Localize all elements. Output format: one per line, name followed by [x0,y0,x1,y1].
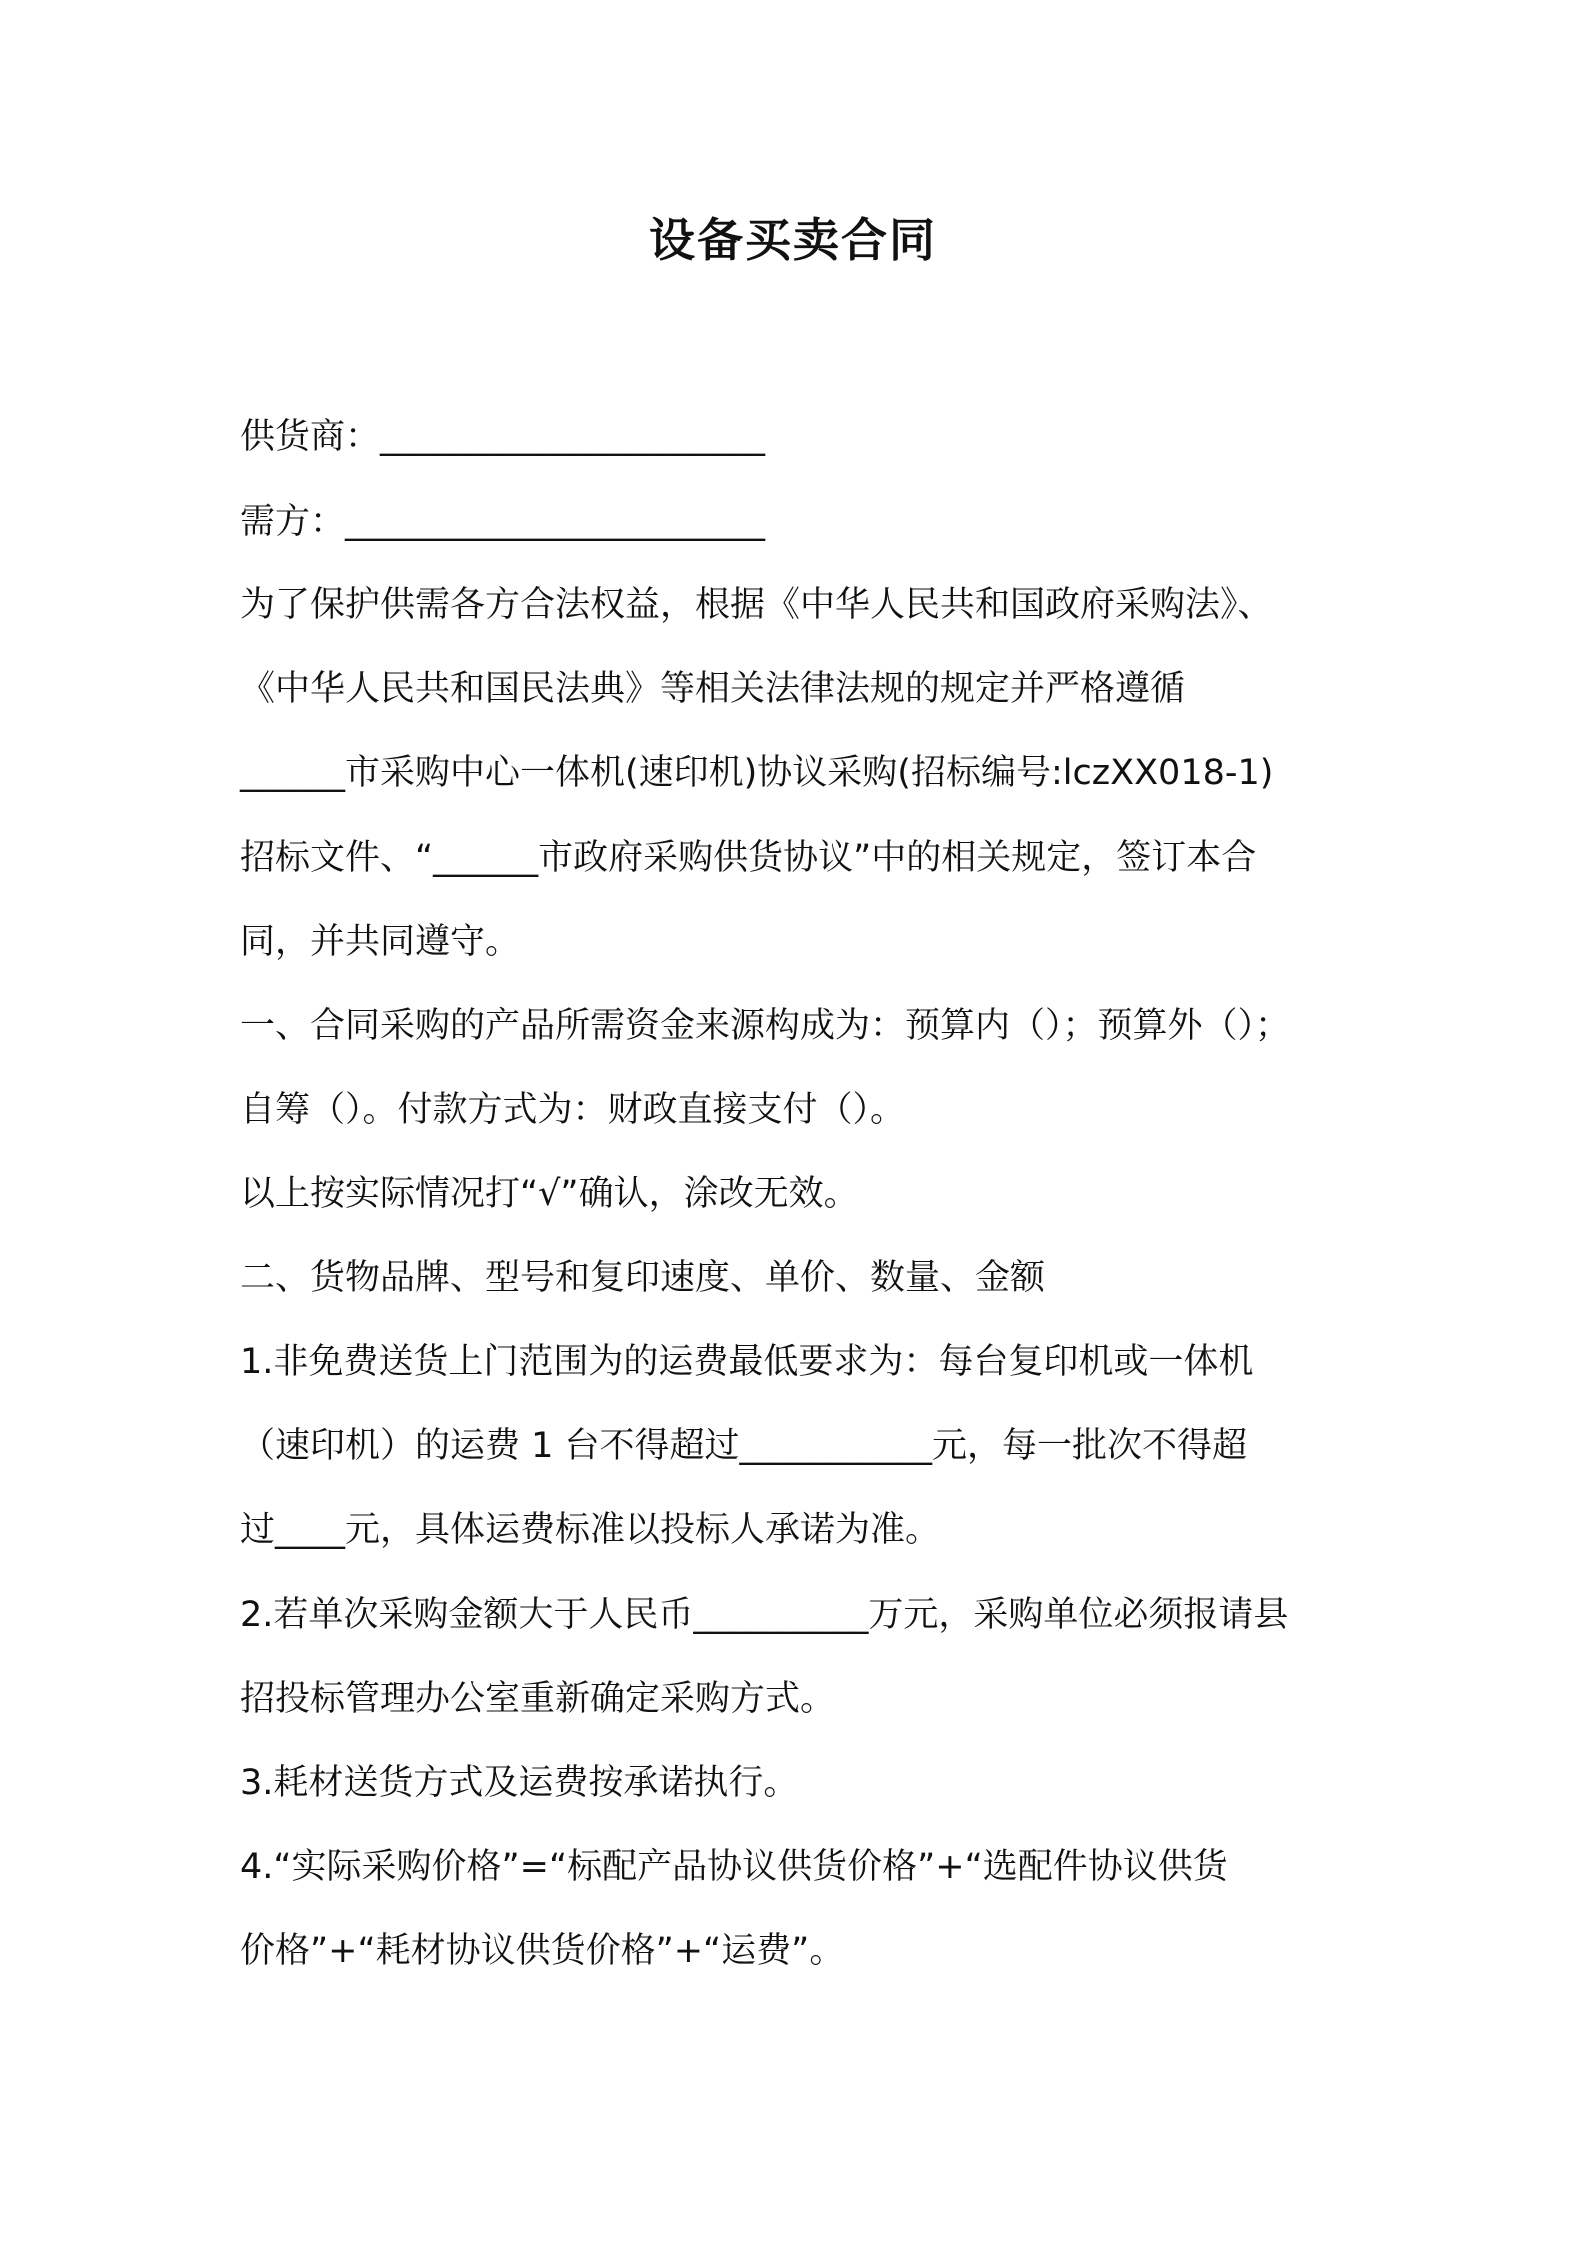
clause-1-line: （速印机）的运费 1 台不得超过___________元，每一批次不得超 [240,1426,1248,1466]
clause-1-line: 过____元，具体运费标准以投标人承诺为准。 [240,1510,941,1550]
supplier-line: 供货商：______________________ [240,417,766,457]
clause-1-line: 1.非免费送货上门范围为的运费最低要求为：每台复印机或一体机 [240,1342,1254,1382]
section-2-heading: 二、货物品牌、型号和复印速度、单价、数量、金额 [240,1258,1046,1298]
section-1-line: 一、合同采购的产品所需资金来源构成为：预算内（）；预算外（）； [240,1006,1291,1046]
clause-2-line: 2.若单次采购金额大于人民币__________万元，采购单位必须报请县 [240,1595,1289,1635]
paragraph-line: 同，并共同遵守。 [240,922,521,962]
clause-4-line: 4.“实际采购价格”=“标配产品协议供货价格”+“选配件协议供货 [240,1847,1228,1887]
clause-2-line: 招投标管理办公室重新确定采购方式。 [240,1679,836,1719]
paragraph-line: 招标文件、“______市政府采购供货协议”中的相关规定，签订本合 [240,838,1257,878]
clause-3-line: 3.耗材送货方式及运费按承诺执行。 [240,1763,799,1803]
clause-4-line: 价格”+“耗材协议供货价格”+“运费”。 [240,1931,845,1971]
note-line: 以上按实际情况打“√”确认，涂改无效。 [240,1174,859,1214]
paragraph-line: ______市采购中心一体机(速印机)协议采购(招标编号:lczXX018-1) [240,753,1274,793]
paragraph-line: 为了保护供需各方合法权益，根据《中华人民共和国政府采购法》、 [240,585,1273,625]
document-title: 设备买卖合同 [649,213,937,267]
buyer-line: 需方：________________________ [240,502,766,542]
paragraph-line: 《中华人民共和国民法典》等相关法律法规的规定并严格遵循 [240,669,1186,709]
section-1-line: 自筹（）。付款方式为：财政直接支付（）。 [240,1090,906,1130]
